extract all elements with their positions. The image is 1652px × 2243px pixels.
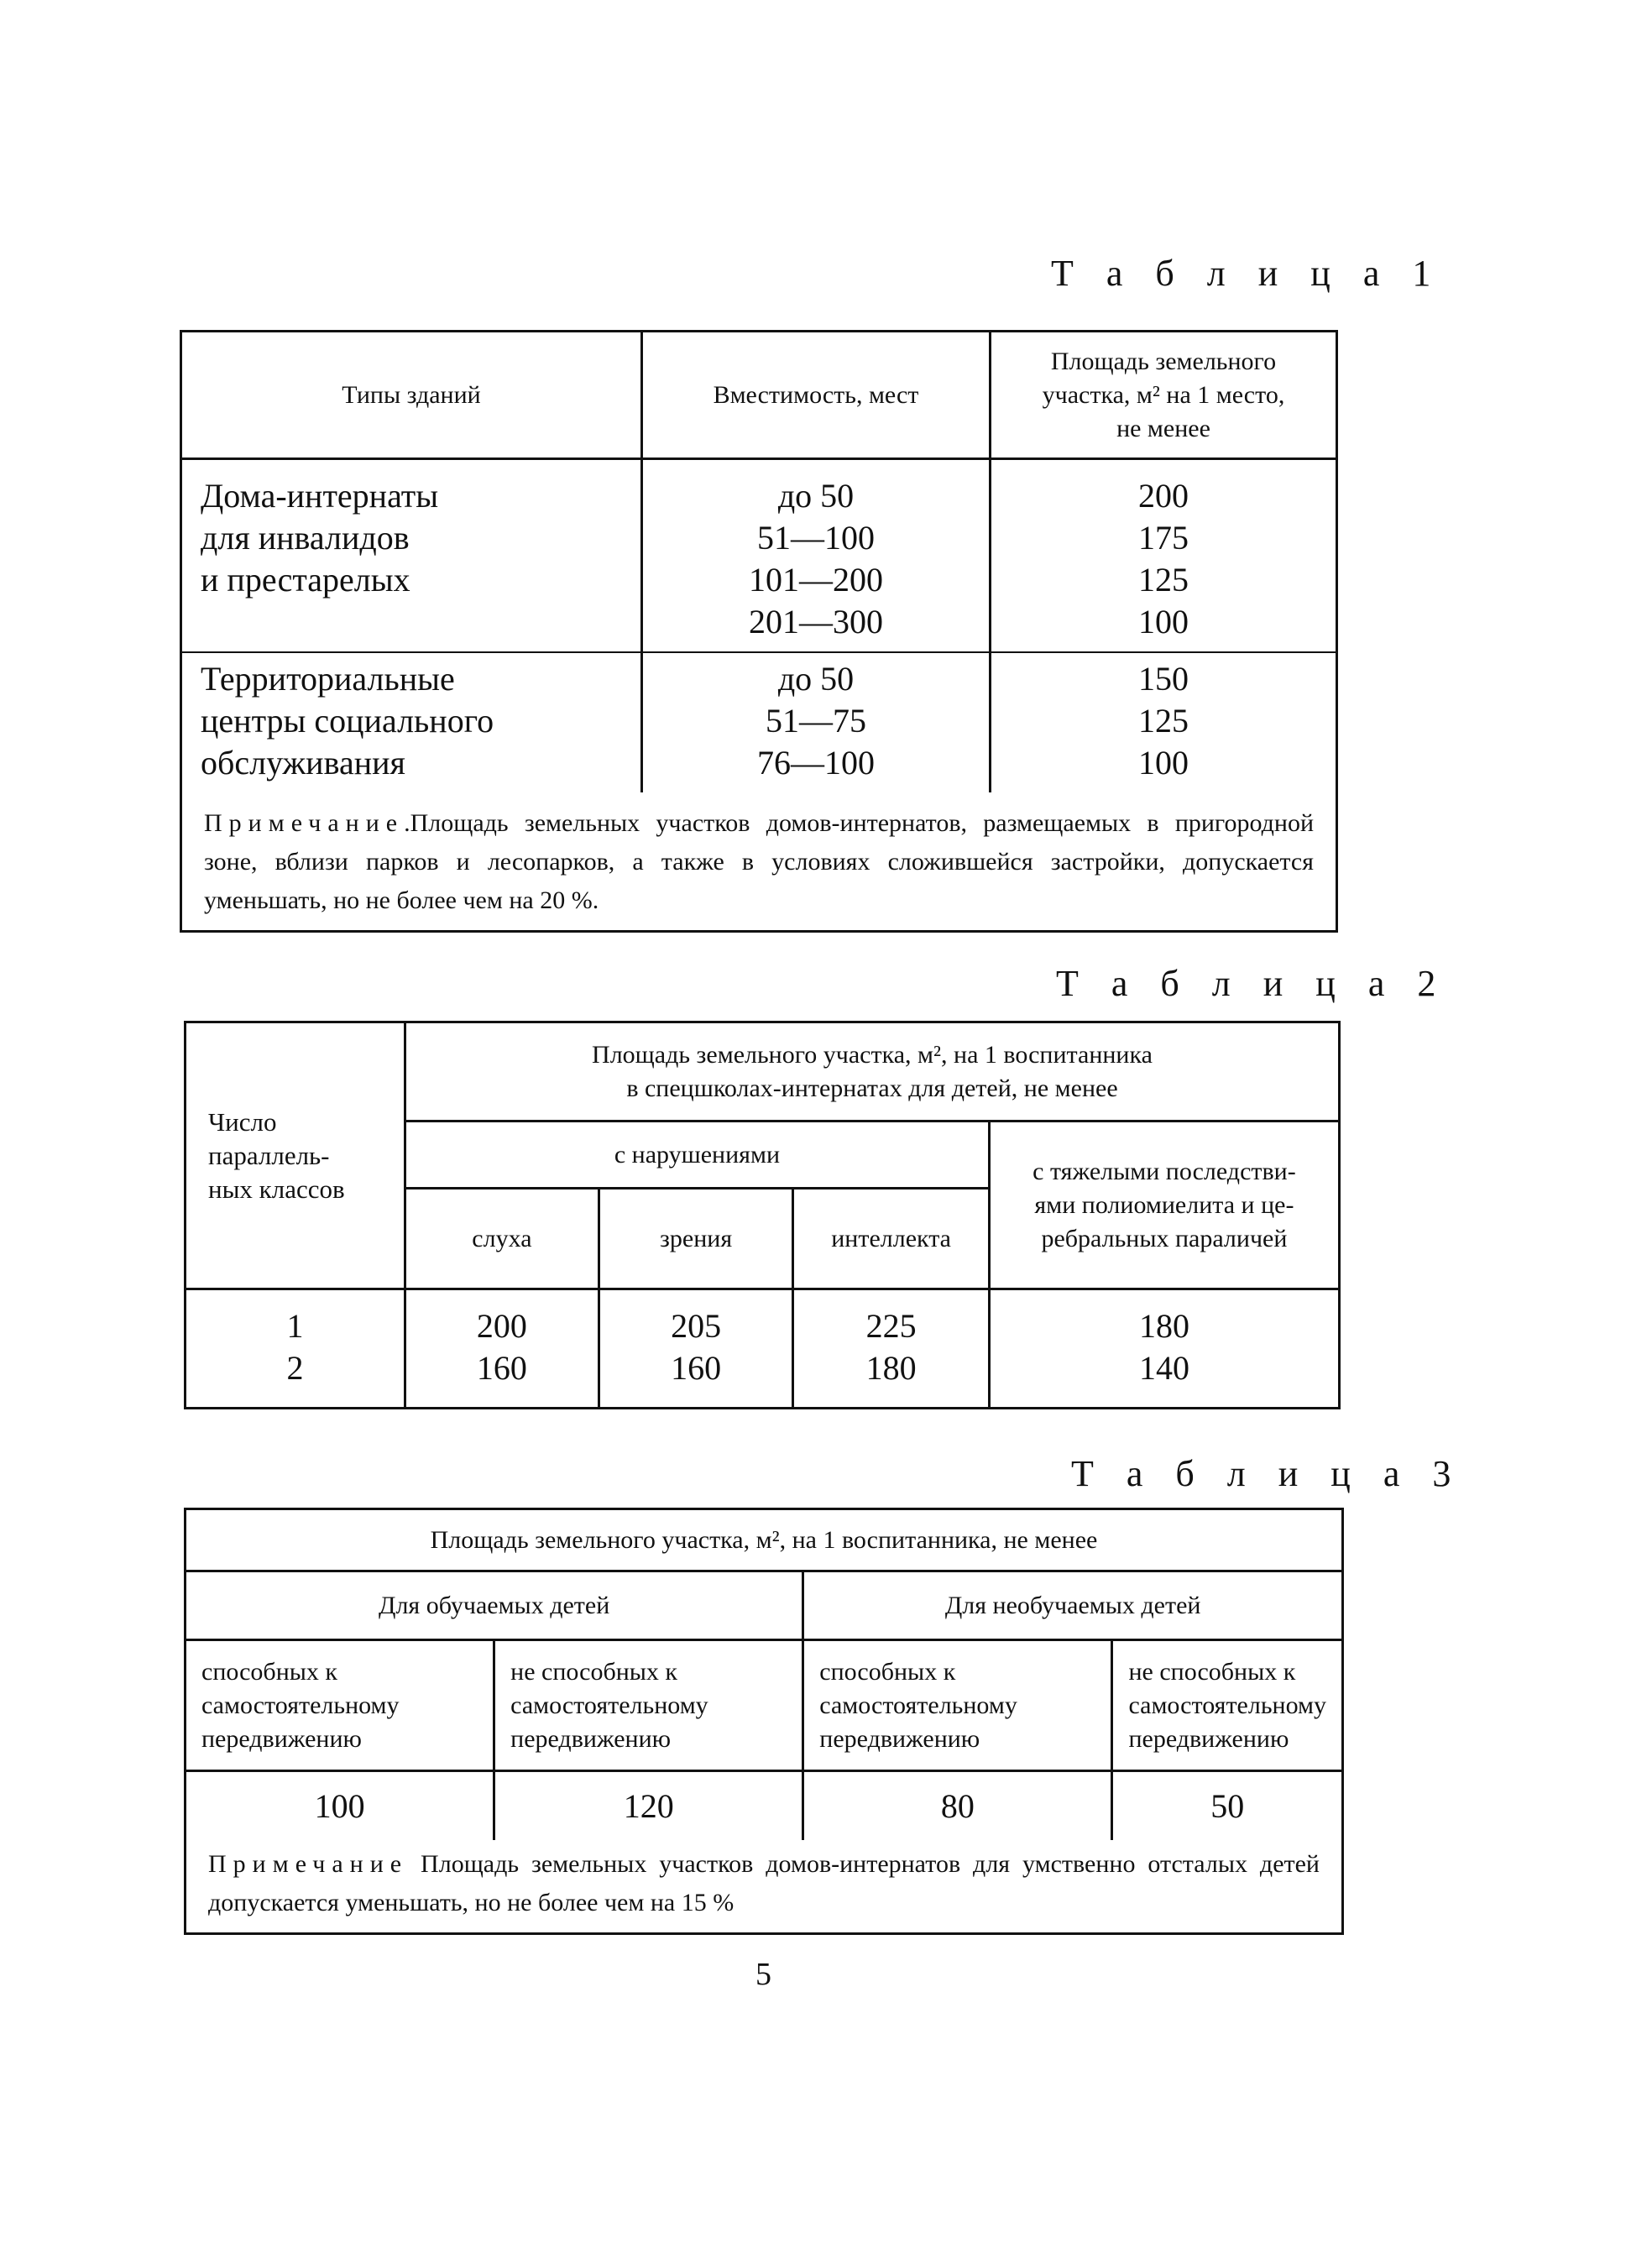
table3-sub-header-line: самостоятельному (510, 1691, 708, 1719)
table1-group-1 (181, 459, 1337, 653)
table2-cell: 160 (671, 1349, 722, 1387)
table1-group-2-capacity (642, 652, 991, 792)
table3-value: 120 (494, 1771, 803, 1840)
table3-header-row-2 (186, 1571, 1343, 1640)
table2-severe-header (989, 1122, 1339, 1289)
table2-severe-header-line: ями полиомиелита и це- (1034, 1190, 1294, 1219)
table1-type-line: обслуживания (201, 744, 405, 782)
table3-sub-header-line: не способных к (510, 1657, 677, 1686)
table3-top-header: Площадь земельного участка, м², на 1 воспитанника, не менее (186, 1509, 1343, 1571)
table2-top-header-line: Площадь земельного участка, м², на 1 воспитанника (592, 1040, 1153, 1069)
table3-sub-header-1 (186, 1640, 494, 1771)
table3-sub-header-line: передвижению (819, 1724, 980, 1753)
table2-cell: 225 (865, 1307, 917, 1345)
table1-area-value: 100 (1138, 603, 1189, 640)
table2-classes-header-line: параллель- (208, 1140, 330, 1170)
table3-header-row-1 (186, 1509, 1343, 1571)
table2-header-row-1 (186, 1022, 1340, 1122)
table1-area-value: 175 (1138, 519, 1189, 557)
table1-header-area-line: не менее (1116, 414, 1210, 442)
table2-classes-values (186, 1289, 405, 1409)
table1-header-area (991, 332, 1337, 459)
table2-top-header (405, 1022, 1339, 1122)
table3-sub-header-line: передвижению (1128, 1724, 1289, 1753)
table3-sub-header-4 (1112, 1640, 1343, 1771)
table3-group-trainable: Для обучаемых детей (186, 1571, 803, 1640)
table2-cell: 205 (671, 1307, 722, 1345)
table1-group-2 (181, 652, 1337, 792)
table2-caption: Т а б л и ц а 2 (1056, 963, 1448, 1004)
table1-capacity-value: 101—200 (749, 561, 883, 599)
table2-severe-values (989, 1289, 1339, 1409)
table3-sub-header-line: способных к (201, 1657, 337, 1686)
table3-note-text: Площадь земельных участков домов-интернатов для умственно отсталых детей допускается уменьшать, но не более чем на 15 % (208, 1849, 1320, 1916)
table1-capacity-value: 76—100 (757, 744, 875, 782)
table2-header-vision: зрения (599, 1189, 792, 1289)
table3-sub-header-line: самостоятельному (1128, 1691, 1326, 1719)
table2-classes-header-line: Число (208, 1106, 277, 1137)
table3-sub-header-line: передвижению (510, 1724, 672, 1753)
table1-header-row (181, 332, 1337, 459)
table1-capacity-value: до 50 (777, 660, 855, 698)
table2-intellect-values (793, 1289, 990, 1409)
table3-sub-header-2 (494, 1640, 803, 1771)
table3-sub-header-3 (803, 1640, 1112, 1771)
table1-header-area-line: участка, м² на 1 место, (1042, 380, 1285, 409)
table3-note (186, 1840, 1343, 1934)
table3-value: 100 (186, 1771, 494, 1840)
table2-group-header: с нарушениями (405, 1122, 989, 1189)
table1-type-line: Дома-интернаты (201, 477, 439, 515)
table2-cell: 180 (1138, 1307, 1189, 1345)
table2-severe-header-line: ребральных параличей (1041, 1224, 1288, 1252)
table2-cell: 160 (476, 1349, 527, 1387)
table3-sub-header-line: не способных к (1128, 1657, 1296, 1686)
table2-cell: 180 (865, 1349, 917, 1387)
table1-group-2-type (181, 652, 642, 792)
table1-capacity-value: 51—75 (766, 702, 866, 740)
table1-group-1-type (181, 459, 642, 653)
table2-top-header-line: в спецшколах-интернатах для детей, не менее (626, 1074, 1118, 1102)
table1-group-1-capacity (642, 459, 991, 653)
table2-classes-header-line: ных классов (208, 1174, 345, 1204)
table2-cell: 140 (1138, 1349, 1189, 1387)
table1-note-label: Примечание (204, 809, 405, 837)
table1-type-line: для инвалидов (201, 519, 410, 557)
table2-body-row (186, 1289, 1340, 1409)
table3-note-row (186, 1840, 1343, 1934)
table3-sub-header-line: передвижению (201, 1724, 362, 1753)
table2-severe-header-line: с тяжелыми последстви- (1032, 1157, 1296, 1185)
table1-group-1-area (991, 459, 1337, 653)
table2-classes-header (186, 1022, 405, 1289)
table1-header-type: Типы зданий (181, 332, 642, 459)
table1-area-value: 200 (1138, 477, 1189, 515)
table1-caption: Т а б л и ц а 1 (1051, 253, 1443, 294)
table3-note-label: Примечание (208, 1849, 409, 1878)
table3-caption: Т а б л и ц а 3 (1071, 1453, 1463, 1494)
table3-sub-header-line: самостоятельному (819, 1691, 1017, 1719)
table3-sub-header-line: самостоятельному (201, 1691, 400, 1719)
table2-cell: 1 (286, 1307, 304, 1345)
table2-header-hearing: слуха (405, 1189, 599, 1289)
table1 (180, 330, 1338, 933)
table3-group-untrainable: Для необучаемых детей (803, 1571, 1343, 1640)
table1-header-capacity: Вместимость, мест (642, 332, 991, 459)
table1-group-2-area (991, 652, 1337, 792)
table3-value-row (186, 1771, 1343, 1840)
table1-type-line: и престарелых (201, 561, 410, 599)
table2-header-intellect: интеллекта (793, 1189, 990, 1289)
table1-note-row (181, 792, 1337, 932)
table1-area-value: 125 (1138, 702, 1189, 740)
page-number: 5 (755, 1957, 771, 1992)
table3-header-row-3 (186, 1640, 1343, 1771)
table2-hearing-values (405, 1289, 599, 1409)
table1-capacity-value: до 50 (777, 477, 855, 515)
table2-vision-values (599, 1289, 792, 1409)
table3 (184, 1508, 1344, 1935)
table2 (184, 1021, 1341, 1409)
table1-area-value: 100 (1138, 744, 1189, 782)
table1-type-line: центры социального (201, 702, 494, 740)
table2-cell: 2 (286, 1349, 304, 1387)
table1-area-value: 125 (1138, 561, 1189, 599)
table1-capacity-value: 51—100 (757, 519, 875, 557)
table1-area-value: 150 (1138, 660, 1189, 698)
table3-value: 50 (1112, 1771, 1343, 1840)
table3-sub-header-line: способных к (819, 1657, 956, 1686)
table2-cell: 200 (476, 1307, 527, 1345)
table1-type-line: Территориальные (201, 660, 455, 698)
table1-note (181, 792, 1337, 932)
table1-capacity-value: 201—300 (749, 603, 883, 640)
table1-note-text: .Площадь земельных участков домов-интернатов, размещаемых в пригородной зоне, вблизи парков и лесопарков, а также в условиях сложившейся застройки, допускается уменьшать, но не более чем на 20 %. (204, 809, 1314, 914)
table1-header-area-line: Площадь земельного (1050, 347, 1277, 375)
table3-value: 80 (803, 1771, 1112, 1840)
